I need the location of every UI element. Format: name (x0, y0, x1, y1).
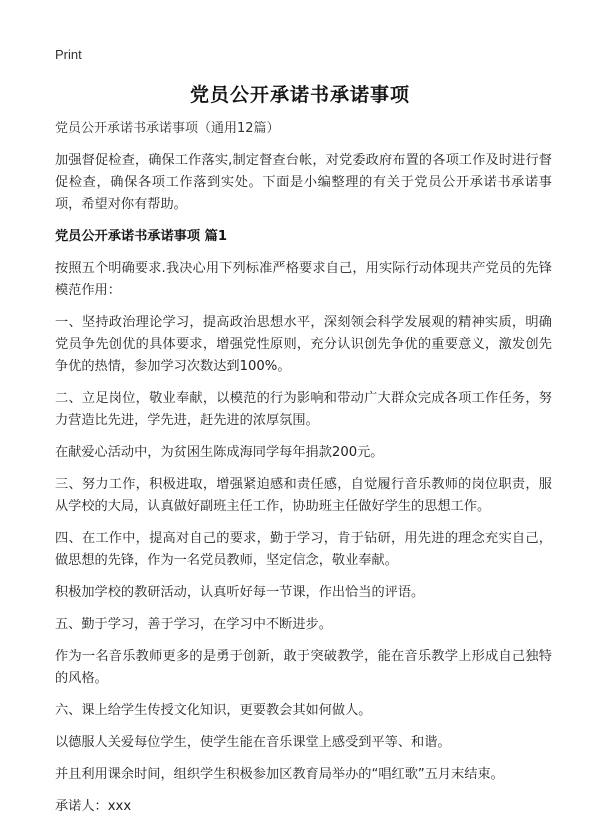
paragraph-4: 在献爱心活动中，为贫困生陈成海同学每年捐款200元。 (55, 445, 384, 460)
paragraph-7: 积极加学校的教研活动，认真听好每一节课，作出恰当的评语。 (55, 585, 425, 600)
paragraph-10: 六、课上给学生传授文化知识，更要教会其如何做人。 (55, 703, 372, 718)
paragraph-11: 以德服人关爱每位学生，使学生能在音乐课堂上感受到平等、和谐。 (55, 735, 451, 750)
document-title: 党员公开承诺书承诺事项 (189, 84, 410, 106)
signature-line: 承诺人：xxx (55, 799, 132, 814)
paragraph-3: 二、立足岗位，敬业奉献，以模范的行为影响和带动广大群众完成各项工作任务，努力营造比先进，学先进，赶先进的浓厚氛围。 (55, 391, 552, 428)
paragraph-2: 一、坚持政治理论学习，提高政治思想水平，深刻领会科学发展观的精神实质，明确党员争先创优的具体要求，增强党性原则，充分认识创先争优的重要意义，激发创先争优的热情，参加学习次数达到100%。 (55, 315, 552, 374)
paragraph-6: 四、在工作中，提高对自己的要求，勤于学习，肯于钻研，用先进的理念充实自己，做思想的先锋，作为一名党员教师，坚定信念，敬业奉献。 (55, 531, 552, 568)
document-body (55, 118, 552, 828)
paragraph-5: 三、努力工作，积极进取，增强紧迫感和责任感，自觉履行音乐教师的岗位职责，服从学校的大局，认真做好副班主任工作，协助班主任做好学生的思想工作。 (55, 477, 552, 514)
paragraph-9: 作为一名音乐教师更多的是勇于创新，敢于突破教学，能在音乐教学上形成自己独特的风格。 (55, 649, 552, 686)
paragraph-8: 五、勤于学习，善于学习，在学习中不断进步。 (55, 617, 332, 632)
intro-paragraph: 加强督促检查，确保工作落实,制定督查台帐，对党委政府布置的各项工作及时进行督促检查，确保各项工作落到实处。下面是小编整理的有关于党员公开承诺书承诺事项，希望对你有帮助。 (55, 153, 552, 212)
print-link[interactable]: Print (55, 47, 82, 62)
document-subtitle: 党员公开承诺书承诺事项（通用12篇） (55, 121, 280, 136)
paragraph-12: 并且利用课余时间，组织学生积极参加区教育局举办的“唱红歌”五月末结束。 (55, 767, 504, 782)
paragraph-1: 按照五个明确要求.我决心用下列标准严格要求自己，用实际行动体现共产党员的先锋模范作用： (55, 261, 552, 298)
section-heading: 党员公开承诺书承诺事项 篇1 (55, 229, 228, 244)
